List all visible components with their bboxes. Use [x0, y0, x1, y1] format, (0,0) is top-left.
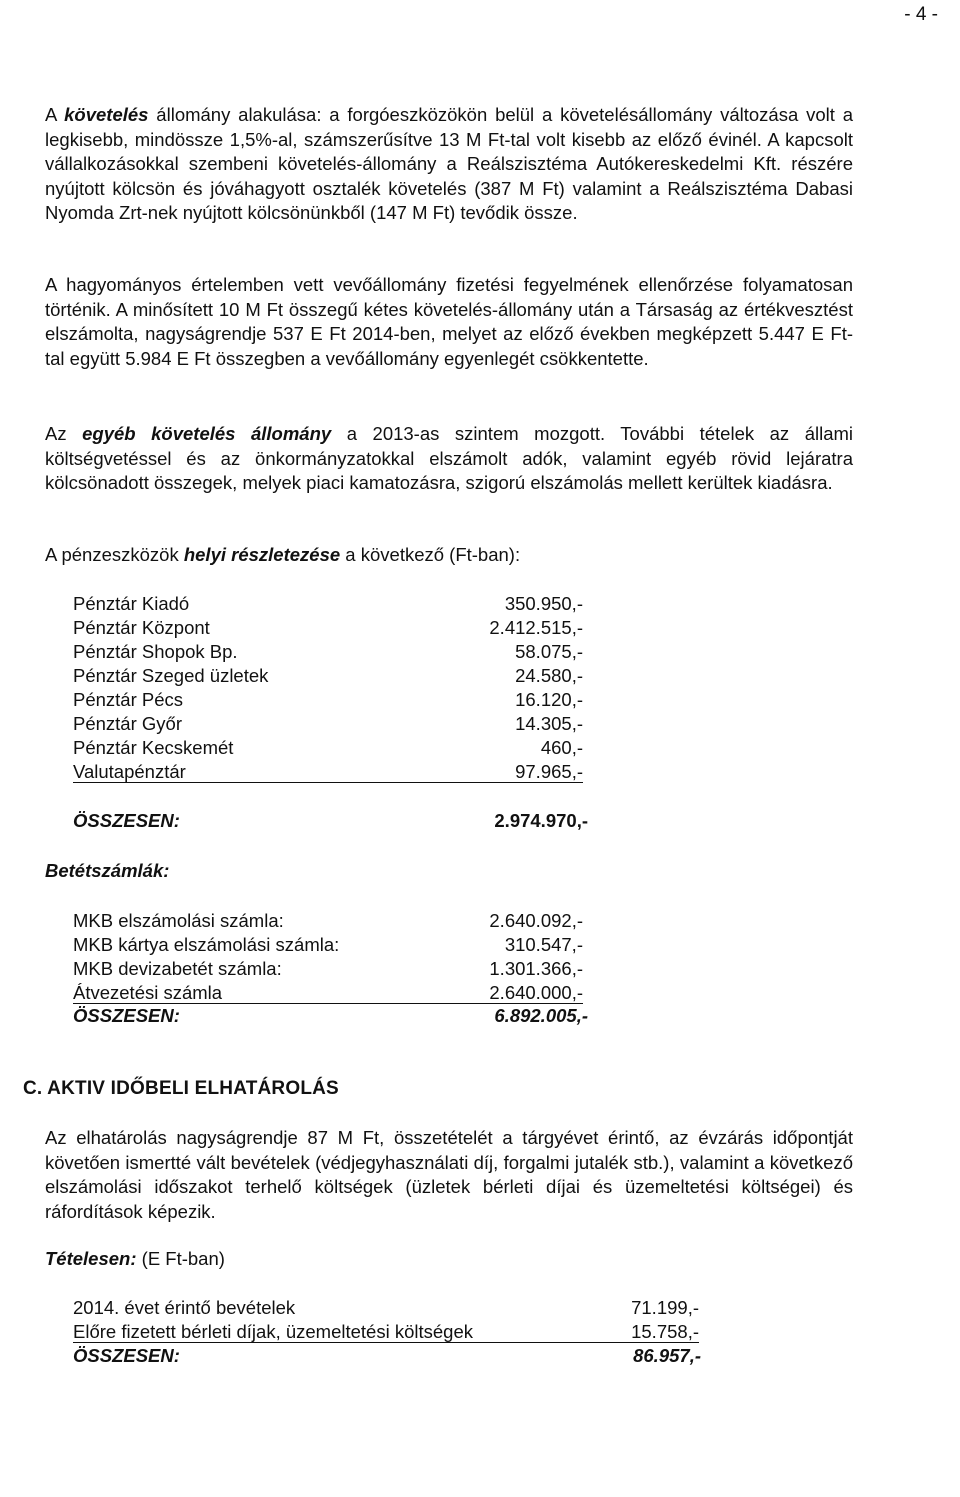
row-label: Pénztár Győr	[73, 713, 182, 734]
itemized-caption	[45, 1248, 225, 1270]
row-label: Átvezetési számla	[73, 982, 223, 1003]
table-rule	[73, 782, 583, 783]
row-value: 1.301.366,-	[489, 958, 583, 979]
table-row	[73, 1297, 699, 1321]
row-value: 2.640.092,-	[489, 910, 583, 931]
row-label: Pénztár Shopok Bp.	[73, 641, 238, 662]
row-label: Pénztár Kiadó	[73, 593, 190, 614]
row-label: 2014. évet érintő bevételek	[73, 1297, 296, 1318]
para4-lead: A pénzeszközök	[45, 544, 184, 565]
para3-body: a 2013-as szintem mozgott. További tételek az állami költségvetéssel és az önkormányzatokkal elszámolt adók, valamint egyéb rövid lejáratra kölcsönadott összegek, melyek piaci kamatozásra, szigorú elszámolás mellett kerültek kiadásra.	[45, 423, 854, 494]
row-value: 97.965,-	[515, 761, 583, 782]
row-value: 71.199,-	[631, 1297, 699, 1318]
table-total-row	[73, 1005, 588, 1029]
para1-lead: A	[45, 104, 65, 125]
row-value: 16.120,-	[515, 689, 583, 710]
table-row	[73, 617, 583, 641]
row-label: MKB devizabetét számla:	[73, 958, 282, 979]
table-row	[73, 689, 583, 713]
paragraph-cash-intro	[45, 543, 853, 568]
para4-emphasis: helyi részletezése	[183, 544, 341, 565]
table-row	[73, 737, 583, 761]
row-value: 460,-	[540, 737, 583, 758]
total-label: ÖSSZESEN:	[73, 810, 180, 831]
para3-lead: Az	[45, 423, 83, 444]
para1-body: állomány alakulása: a forgóeszközökön belül a követelésállomány változása volt a legkisebb, mindössze 1,5%-al, számszerűsítve 13 M Ft-tal volt kisebb az előző évinél. A kapcsolt vállalkozásokkal szembeni követelés-állomány a Reálszisztéma Autókereskedelmi Kft. részére nyújtott kölcsön és jóváhagyott osztalék követelés (387 M Ft) valamint a Reálszisztéma Dabasi Nyomda Zrt-nek nyújtott kölcsönünkből (147 M Ft) tevődik össze.	[45, 104, 853, 224]
table-row	[73, 958, 583, 982]
para3-emphasis: egyéb követelés állomány	[82, 423, 332, 444]
total-value: 6.892.005,-	[494, 1005, 588, 1026]
row-value: 58.075,-	[515, 641, 583, 662]
table-total-row	[73, 810, 588, 834]
para4-body: a következő (Ft-ban):	[340, 544, 521, 565]
section-heading: C. AKTIV IDŐBELI ELHATÁROLÁS	[23, 1078, 339, 1099]
row-label: Pénztár Kecskemét	[73, 737, 234, 758]
table-row	[73, 593, 583, 617]
table-row	[73, 713, 583, 737]
itemized-label: Tételesen:	[45, 1248, 137, 1269]
row-label: MKB kártya elszámolási számla:	[73, 934, 340, 955]
row-value: 2.640.000,-	[489, 982, 583, 1003]
total-label: ÖSSZESEN:	[73, 1005, 180, 1026]
row-value: 2.412.515,-	[489, 617, 583, 638]
table-rule	[73, 1003, 583, 1004]
table-rule	[73, 1342, 699, 1343]
row-label: MKB elszámolási számla:	[73, 910, 284, 931]
row-label: Valutapénztár	[73, 761, 186, 782]
table-row	[73, 665, 583, 689]
row-label: Pénztár Pécs	[73, 689, 184, 710]
row-label: Előre fizetett bérleti díjak, üzemeltetési költségek	[73, 1321, 473, 1342]
row-value: 310.547,-	[504, 934, 583, 955]
row-label: Pénztár Szeged üzletek	[73, 665, 269, 686]
table-row	[73, 934, 583, 958]
total-value: 86.957,-	[633, 1345, 701, 1366]
table-total-row	[73, 1345, 701, 1369]
paragraph-trade-receivables: A hagyományos értelemben vett vevőállomány fizetési fegyelmének ellenőrzése folyamatosan történik. A minősített 10 M Ft összegű kétes követelés-állomány után a Társaság az értékvesztést elszámolta, nagyságrendje 537 E Ft 2014-ben, melyet az előző években megképzett 5.447 E Ft-tal együtt 5.984 E Ft összegben a vevőállomány egyenlegét csökkentette.	[45, 274, 853, 369]
deposits-heading: Betétszámlák:	[45, 860, 170, 881]
total-label: ÖSSZESEN:	[73, 1345, 180, 1366]
page-number: - 4 -	[904, 4, 938, 25]
row-value: 350.950,-	[504, 593, 583, 614]
para1-emphasis: követelés	[64, 104, 149, 125]
paragraph-receivables	[45, 103, 853, 226]
itemized-unit: (E Ft-ban)	[136, 1248, 225, 1269]
row-value: 15.758,-	[631, 1321, 699, 1342]
table-row	[73, 641, 583, 665]
paragraph-accruals: Az elhatárolás nagyságrendje 87 M Ft, összetételét a tárgyévet érintő, az évzárás időpontját követően ismertté vált bevételek (védjegyhasználati díj, forgalmi jutalék stb.), valamint a következő elszámolási időszakot terhelő költségek (üzletek bérleti díjai és üzemeltetési költségei) és ráfordítások képezik.	[45, 1127, 853, 1222]
table-row	[73, 910, 583, 934]
total-value: 2.974.970,-	[494, 810, 588, 831]
row-label: Pénztár Központ	[73, 617, 210, 638]
row-value: 14.305,-	[515, 713, 583, 734]
row-value: 24.580,-	[515, 665, 583, 686]
paragraph-other-receivables	[45, 422, 853, 496]
